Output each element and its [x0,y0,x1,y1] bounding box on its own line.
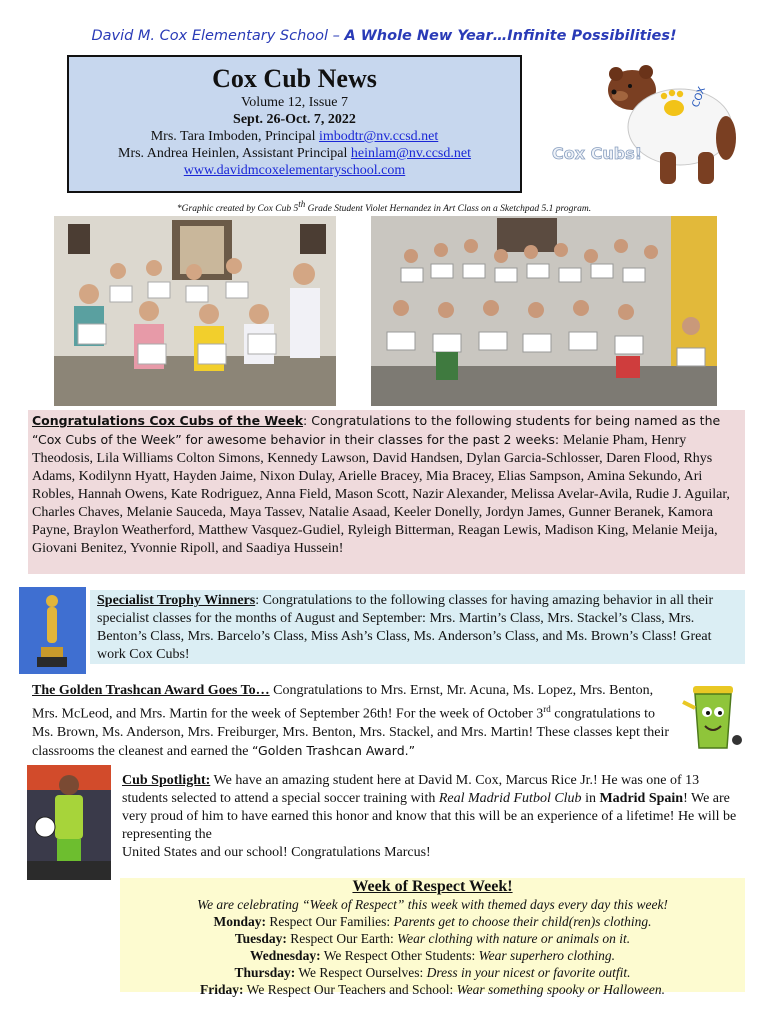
volume-issue: Volume 12, Issue 7 [240,95,349,110]
spotlight-student-photo [27,765,111,880]
respect-day-theme: We Respect Ourselves: [295,965,427,980]
trophy-icon [19,587,86,674]
spotlight-place: Madrid Spain [599,791,684,806]
svg-text:COX: COX [690,85,709,110]
respect-day-line [120,964,745,981]
cubs-of-week-names: Melanie Pham, Henry Theodosis, Lila Williams Colton Simons, Kennedy Lawson, David Handsen, Dylan Garcia-Schlosser, Daren Flood, Rhys Adams, Kodilynn Hyatt, Hayden Jaime, Nixon Dulay, Arielle Bracey, Mia Bracey, Elias Sampson, Amina Sekundo, Ari Robles, Hannah Owens, Kate Rodriguez, Anna Field, Mason Scott, Nazir Alexander, Melissa Avelar-Avila, Rudie J. Aguilar, Charles Chaves, Melanie Sauceda, Maya Tassev, Natalie Asaad, Keeler Donelly, Jordyn James, Gunner Beranek, Kamora Payne, Braylon Weatherford, Matthew Vasquez-Gudiel, Ryleigh Bitterman, Reagan Lewis, Madison King, Melanie Meija, Giovani Benitez, Yvonnie Ripoll, and Saadiya Hussein! [32,433,730,556]
respect-day-line [120,930,745,947]
trashcan-paragraph [32,682,672,761]
website-link[interactable]: www.davidmcoxelementaryschool.com [183,163,406,178]
cubs-of-week-intro: : Congratulations to the following students for being named as the “Cox Cubs of the Week” for awesome behavior in their classes for the past 2 weeks: [32,413,721,447]
respect-day-dress: Dress in your nicest or favorite outfit. [426,965,631,980]
respect-day-dress: Parents get to choose their child(ren)s clothing. [393,914,652,929]
trashcan-body-1: Congratulations to Mrs. Ernst, Mr. Acuna, Ms. Lopez, Mrs. Benton, Mrs. McLeod, and Mrs. Martin for the week of September 26th! For the week of October 3 [32,683,654,722]
assistant-email-link[interactable]: heinlam@nv.ccsd.net [350,146,471,161]
respect-day-label: Thursday: [234,965,296,980]
spotlight-body-2: in [581,791,600,806]
cox-cubs-bear-logo [548,62,748,192]
issue-dates: Sept. 26-Oct. 7, 2022 [233,112,356,127]
principal-email-link[interactable]: imbodtr@nv.ccsd.net [318,129,439,144]
website-line [69,162,520,179]
respect-day-line [120,947,745,964]
respect-day-theme: We Respect Other Students: [320,948,479,963]
trophy-paragraph [97,592,743,664]
respect-week-title: Week of Respect Week! [352,878,513,895]
respect-day-theme: We Respect Our Teachers and School: [243,982,457,997]
assistant-line [69,145,520,162]
respect-day-label: Friday: [200,982,244,997]
respect-day-label: Tuesday: [234,931,287,946]
newsletter-title: Cox Cub News [212,64,377,93]
cubs-of-week-photo-right [371,216,717,406]
trashcan-heading: The Golden Trashcan Award Goes To… [32,683,270,698]
principal-label: Mrs. Tara Imboden, Principal [150,129,319,144]
graphic-caption [0,199,768,214]
respect-week-subtitle: We are celebrating “Week of Respect” this week with themed days every day this week! [197,897,668,912]
school-motto: A Whole New Year…Infinite Possibilities! [344,28,677,44]
spotlight-club: Real Madrid Futbol Club [438,791,582,806]
trophy-body: : Congratulations to the following classes for having amazing behavior in all their specialist classes for the months of August and September: Mrs. Martin’s Class, Mrs. Stackel’s Class, Mrs. Benton’s Class, Mrs. Barcelo’s Class, Miss Ash’s Class, Ms. Anderson’s Class, and Ms. Brown’s Class! Great work Cox Cubs! [97,593,714,662]
respect-week-section [120,877,745,998]
respect-day-line [120,913,745,930]
respect-day-line [120,981,745,998]
trashcan-sup: rd [543,704,551,714]
principal-line [69,128,520,145]
school-name: David M. Cox Elementary School – [91,28,345,44]
logo-text: Cox Cubs! [552,144,643,163]
caption-text: *Graphic created by Cox Cub 5 [176,204,299,215]
respect-day-theme: Respect Our Families: [265,914,394,929]
assistant-label: Mrs. Andrea Heinlen, Assistant Principal [118,146,351,161]
cubs-of-week-photo-left [54,216,336,406]
spotlight-body-3: ! We are very proud of him to have earned this honor and know that this will be an experience of a lifetime! He will be representing the [122,791,737,842]
trashcan-award-name: “Golden Trashcan Award.” [252,742,416,758]
cubs-of-week-paragraph [32,412,738,558]
spotlight-body-1: We have an amazing student here at David M. Cox, Marcus Rice Jr.! He was one of 13 students selected to attend a special soccer training with [122,773,700,806]
trashcan-body-2: congratulations to Ms. Brown, Ms. Anderson, Mrs. Freiburger, Mrs. Benton, Mrs. Stackel, and Mrs. Martin! These classes kept their classrooms the cleanest and earned the [32,706,670,759]
respect-day-label: Wednesday: [250,948,321,963]
respect-day-dress: Wear clothing with nature or animals on it. [397,931,631,946]
school-tagline [0,28,768,44]
trophy-heading: Specialist Trophy Winners [97,593,256,608]
spotlight-heading: Cub Spotlight: [122,773,211,788]
masthead [67,55,522,193]
spotlight-paragraph [122,772,746,862]
caption-text-end: Grade Student Violet Hernandez in Art Class on a Sketchpad 5.1 program. [305,204,592,215]
respect-day-label: Monday: [213,914,266,929]
cubs-of-week-heading: Congratulations Cox Cubs of the Week [32,413,304,428]
respect-day-dress: Wear something spooky or Halloween. [456,982,665,997]
spotlight-body-4: United States and our school! Congratulations Marcus! [122,845,431,860]
caption-sup: th [298,199,306,209]
golden-trashcan-icon [677,678,747,754]
respect-day-dress: Wear superhero clothing. [478,948,615,963]
respect-day-theme: Respect Our Earth: [286,931,398,946]
